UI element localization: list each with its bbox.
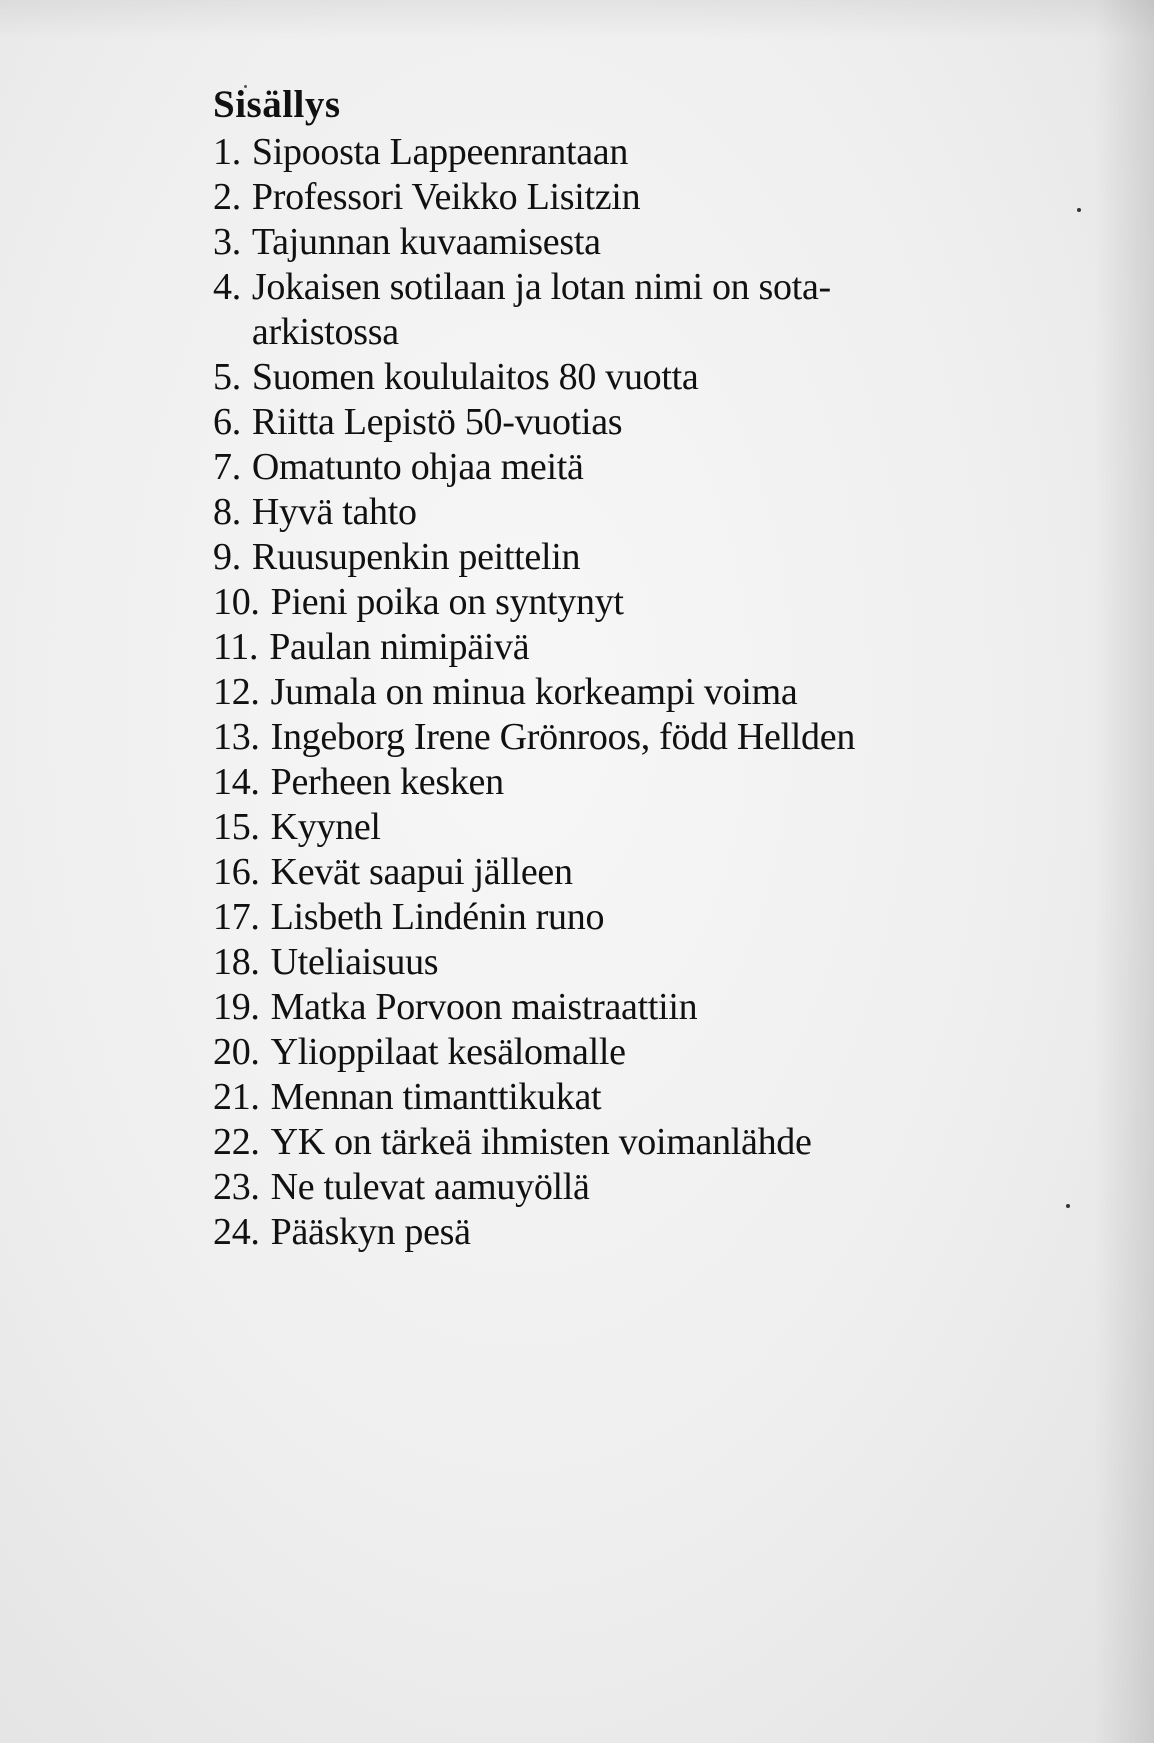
- toc-item: [213, 535, 855, 580]
- toc-item-title: Suomen koululaitos 80 vuotta: [251, 356, 699, 398]
- toc-item-title: Ingeborg Irene Grönroos, född Hellden: [270, 716, 856, 758]
- toc-item: [213, 175, 855, 220]
- toc-item-title: Uteliaisuus: [270, 941, 439, 983]
- toc-item-title: Omatunto ohjaa meitä: [251, 446, 584, 488]
- toc-item-title: Ne tulevat aamuyöllä: [270, 1166, 590, 1208]
- toc-item: [213, 985, 855, 1030]
- toc-item-number: 6.: [213, 401, 241, 443]
- toc-item-title: Professori Veikko Lisitzin: [251, 176, 641, 218]
- toc-item: [213, 220, 855, 265]
- toc-item-title: Kevät saapui jälleen: [270, 851, 573, 893]
- toc-item: [213, 445, 855, 490]
- toc-item: [213, 265, 855, 355]
- toc-item: [213, 850, 855, 895]
- toc-item-number: 23.: [213, 1166, 260, 1208]
- toc-item-title: YK on tärkeä ihmisten voimanlähde: [270, 1121, 812, 1163]
- toc-item: [213, 895, 855, 940]
- toc-item-title: Jumala on minua korkeampi voima: [270, 671, 798, 713]
- toc-item-number: 12.: [213, 671, 260, 713]
- toc-item-title: Ruusupenkin peittelin: [251, 536, 581, 578]
- page-top-shadow: [0, 0, 1154, 40]
- toc-item-number: 8.: [213, 491, 241, 533]
- toc-item-number: 13.: [213, 716, 260, 758]
- toc-item-number: 10.: [213, 581, 260, 623]
- toc-item-title: Perheen kesken: [270, 761, 504, 803]
- toc-item-number: 9.: [213, 536, 241, 578]
- toc-item-number: 20.: [213, 1031, 260, 1073]
- toc-item-title: Tajunnan kuvaamisesta: [251, 221, 601, 263]
- toc-item: [213, 490, 855, 535]
- toc-item: [213, 1165, 855, 1210]
- toc-item-number: 1.: [213, 131, 241, 173]
- toc-item: [213, 625, 855, 670]
- toc-item-title-line: Jokaisen sotilaan ja lotan nimi on sota-: [251, 266, 831, 308]
- toc-item: [213, 805, 855, 850]
- toc-item-number: 17.: [213, 896, 260, 938]
- toc-item-title: Matka Porvoon maistraattiin: [270, 986, 698, 1028]
- toc-item-number: 22.: [213, 1121, 260, 1163]
- toc-item-title: Paulan nimipäivä: [269, 626, 530, 668]
- toc-item-title: Kyynel: [270, 806, 381, 848]
- toc-item: [213, 580, 855, 625]
- toc-item-number: 5.: [213, 356, 241, 398]
- toc-item-number: 7.: [213, 446, 241, 488]
- toc-item: [213, 130, 855, 175]
- toc-item: [213, 670, 855, 715]
- toc-item-number: 16.: [213, 851, 260, 893]
- toc-item: [213, 715, 855, 760]
- speck-mark: [1077, 208, 1081, 212]
- toc-item-number: 18.: [213, 941, 260, 983]
- toc-item-number: 3.: [213, 221, 241, 263]
- toc-item-title: Ylioppilaat kesälomalle: [270, 1031, 626, 1073]
- toc-item-number: 14.: [213, 761, 260, 803]
- toc-item-title: Lisbeth Lindénin runo: [270, 896, 605, 938]
- toc-item-title: Mennan timanttikukat: [270, 1076, 602, 1118]
- toc-item-number: 4.: [213, 266, 241, 308]
- toc-item-title: Hyvä tahto: [251, 491, 417, 533]
- toc-item: [213, 1075, 855, 1120]
- speck-mark: [1066, 1204, 1070, 1208]
- toc-item: [213, 1030, 855, 1075]
- toc-item: [213, 940, 855, 985]
- toc-item-number: 15.: [213, 806, 260, 848]
- toc-item-title: Pieni poika on syntynyt: [270, 581, 624, 623]
- toc-item-title: [252, 265, 831, 355]
- toc-item: [213, 760, 855, 805]
- page-binding-shadow: [1094, 0, 1154, 1743]
- toc-item-title: Sipoosta Lappeenrantaan: [251, 131, 629, 173]
- toc-item: [213, 1120, 855, 1165]
- toc-item-title: Riitta Lepistö 50-vuotias: [251, 401, 623, 443]
- toc-item-number: 11.: [213, 626, 259, 668]
- toc-item-number: 2.: [213, 176, 241, 218]
- table-of-contents: [213, 82, 855, 1255]
- toc-item-number: 19.: [213, 986, 260, 1028]
- toc-item-title-line: arkistossa: [251, 311, 399, 353]
- toc-item-number: 21.: [213, 1076, 260, 1118]
- toc-list: [213, 130, 855, 1255]
- toc-item: [213, 355, 855, 400]
- toc-item-number: 24.: [213, 1211, 260, 1253]
- toc-item-title: Pääskyn pesä: [270, 1211, 471, 1253]
- toc-heading: Sisällys: [213, 83, 341, 126]
- toc-item: [213, 400, 855, 445]
- toc-item: [213, 1210, 855, 1255]
